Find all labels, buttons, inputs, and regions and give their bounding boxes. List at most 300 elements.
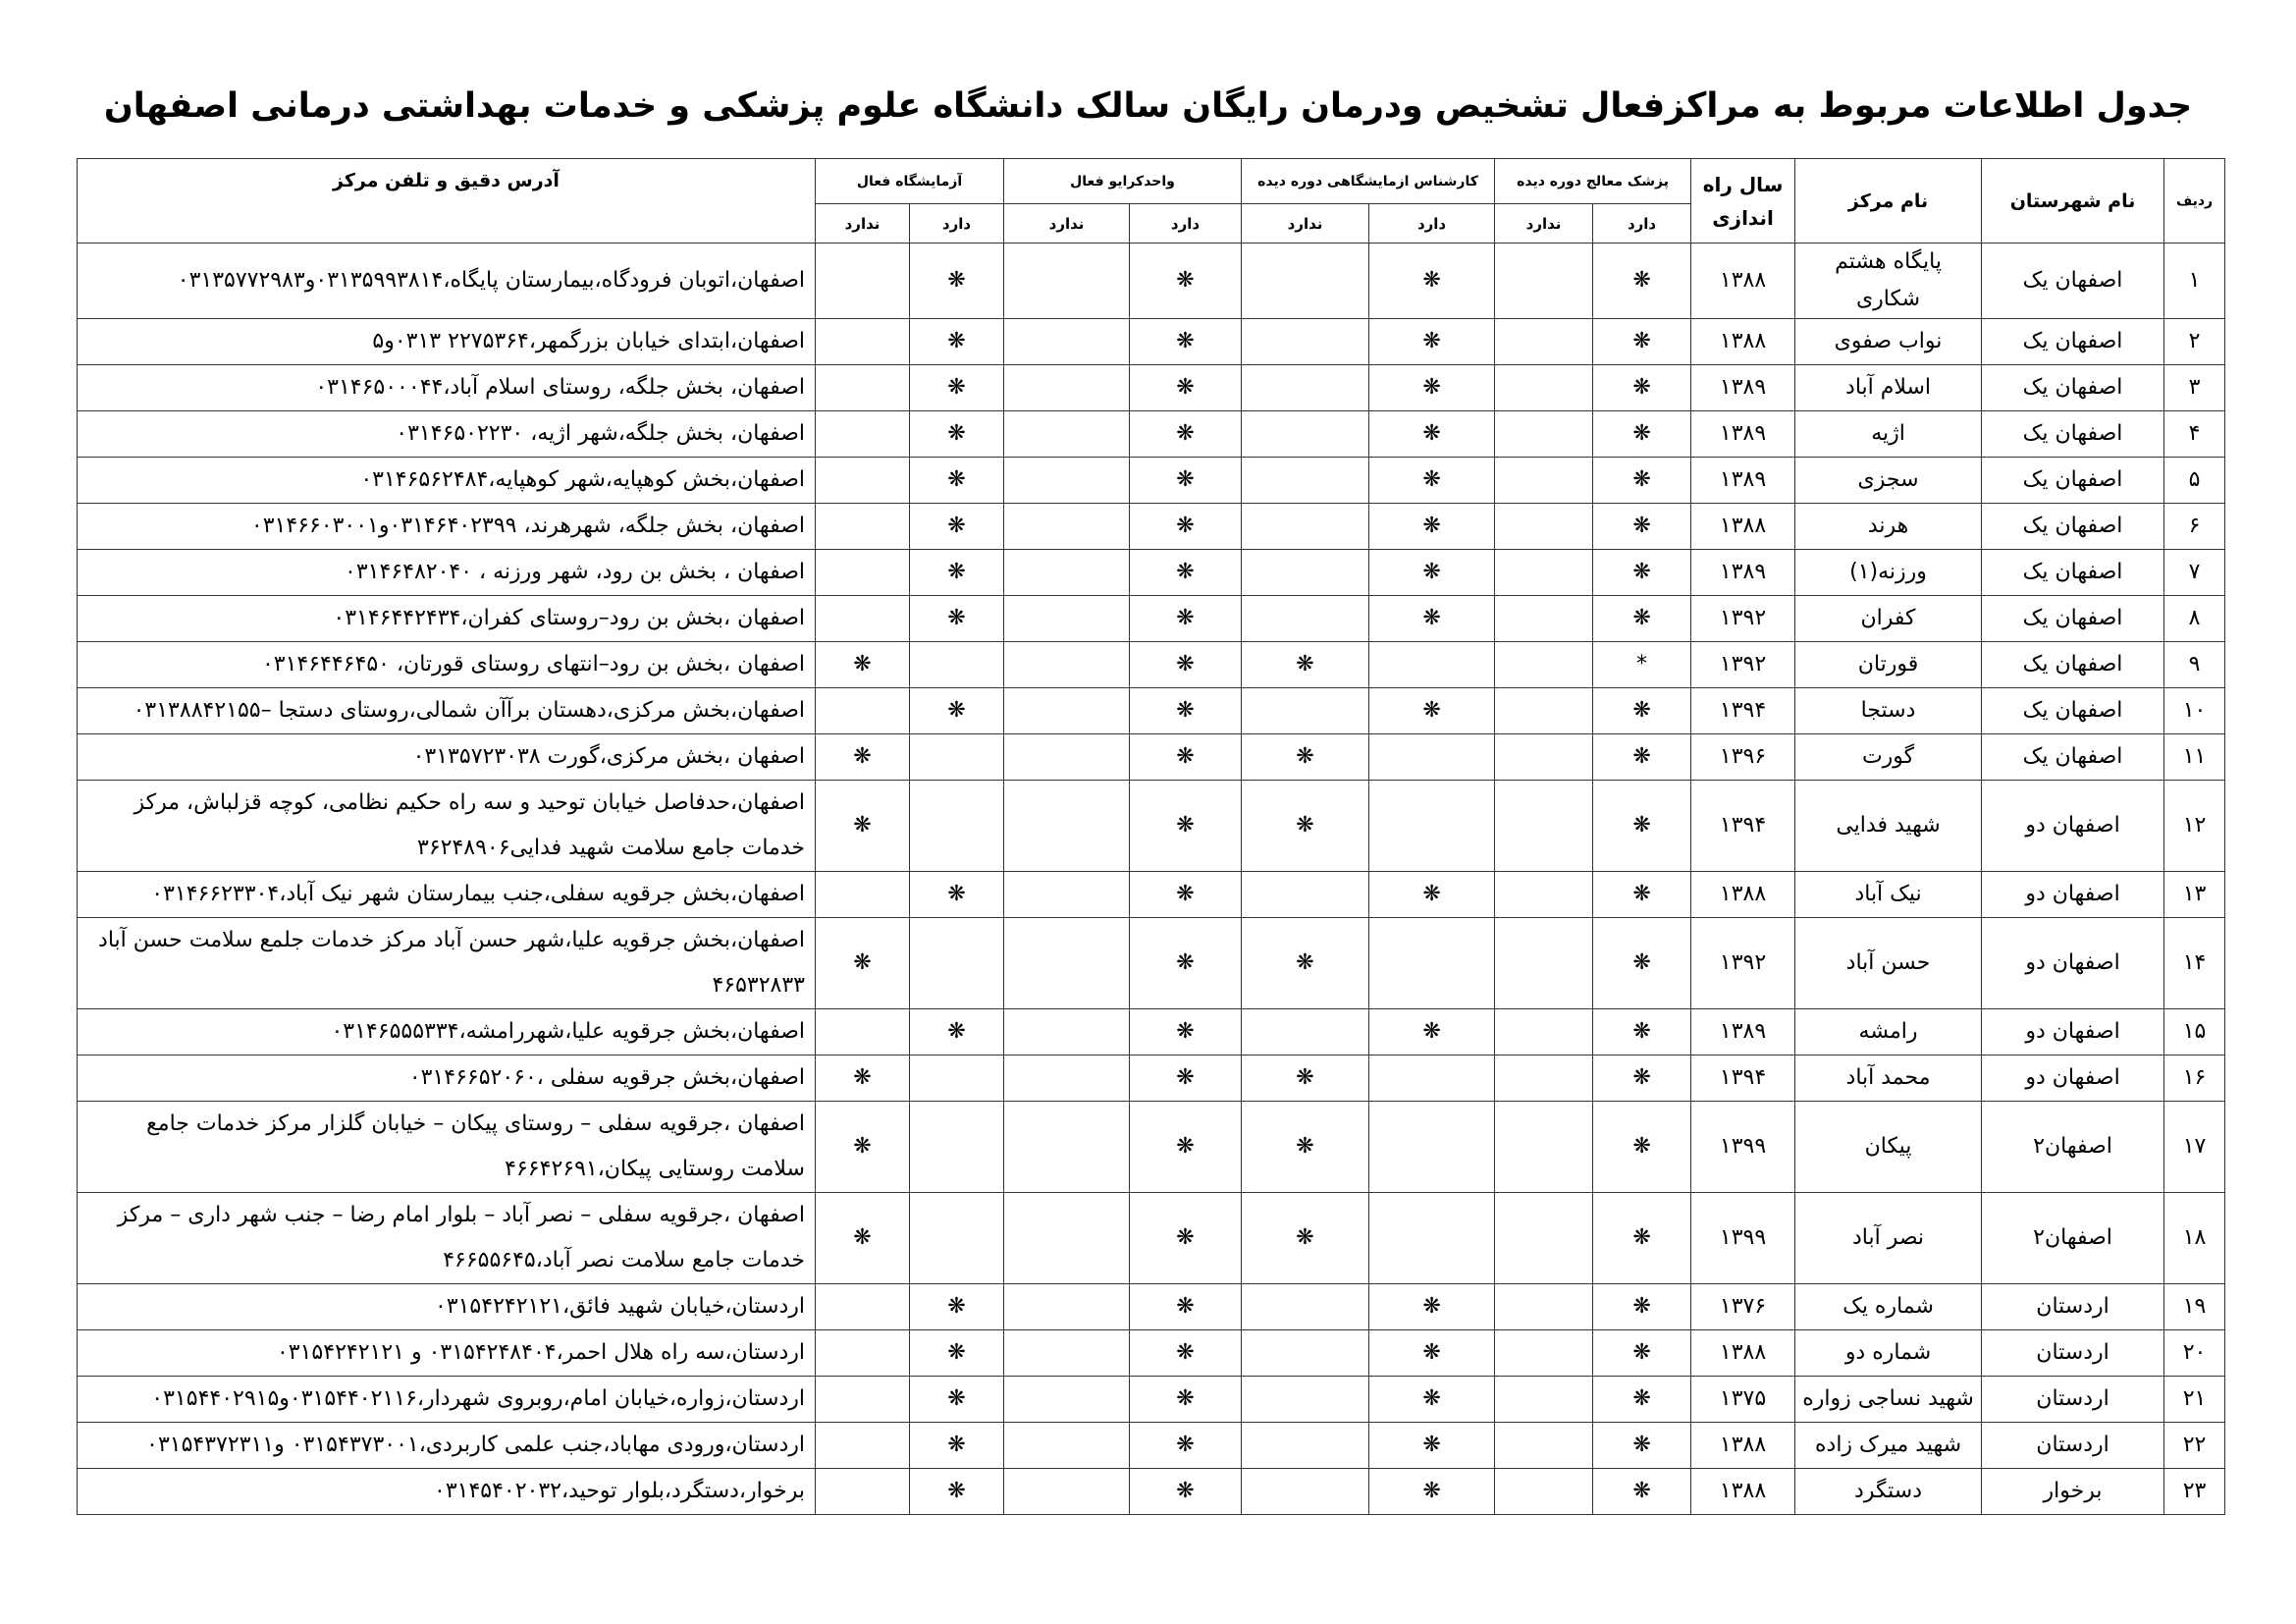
cryo-hasnot-cell: [1004, 319, 1130, 365]
address-cell: اصفهان،حدفاصل خیابان توحید و سه راه حکیم نظامی، کوچه قزلباش، مرکز خدمات جامع سلامت شهید فدایی۳۶۲۴۸۹۰۶: [78, 781, 816, 872]
lab-hasnot-cell: [816, 365, 910, 411]
county-cell: اصفهان۲: [1982, 1102, 2164, 1193]
year-cell: ۱۳۸۹: [1691, 550, 1795, 596]
cryo-has-cell: ❋: [1130, 1056, 1242, 1102]
lab-expert-hasnot-cell: [1242, 458, 1369, 504]
year-cell: ۱۳۸۸: [1691, 244, 1795, 319]
center-name-cell: گورت: [1795, 734, 1982, 781]
county-cell: اصفهان دو: [1982, 1009, 2164, 1056]
row-number-cell: ۴: [2164, 411, 2225, 458]
county-cell: اصفهان یک: [1982, 365, 2164, 411]
center-name-cell: شماره یک: [1795, 1284, 1982, 1330]
address-cell: اصفهان ،بخش بن رود–روستای کفران،۰۳۱۴۶۴۴۲۴۳۴: [78, 596, 816, 642]
lab-expert-hasnot-cell: ❋: [1242, 642, 1369, 688]
lab-expert-has-cell: [1369, 1102, 1495, 1193]
lab-has-cell: ❋: [910, 365, 1004, 411]
cryo-hasnot-cell: [1004, 1193, 1130, 1284]
center-name-cell: دستگرد: [1795, 1469, 1982, 1515]
doctor-hasnot-cell: [1495, 550, 1593, 596]
doctor-has-cell: ❋: [1593, 504, 1691, 550]
year-cell: ۱۳۸۹: [1691, 411, 1795, 458]
row-number-cell: ۲۱: [2164, 1377, 2225, 1423]
year-cell: ۱۳۷۶: [1691, 1284, 1795, 1330]
table-row: [78, 1377, 2225, 1423]
table-row: [78, 1056, 2225, 1102]
center-name-cell: شهید میرک زاده: [1795, 1423, 1982, 1469]
header-has: دارد: [1593, 204, 1691, 244]
lab-expert-hasnot-cell: [1242, 365, 1369, 411]
cryo-hasnot-cell: [1004, 872, 1130, 918]
year-cell: ۱۳۹۹: [1691, 1102, 1795, 1193]
center-name-cell: شهید نساجی زواره: [1795, 1377, 1982, 1423]
table-row: [78, 411, 2225, 458]
lab-expert-has-cell: [1369, 1056, 1495, 1102]
year-cell: ۱۳۹۲: [1691, 918, 1795, 1009]
table-row: [78, 1009, 2225, 1056]
table-row: [78, 504, 2225, 550]
lab-has-cell: [910, 1056, 1004, 1102]
table-row: [78, 781, 2225, 872]
lab-hasnot-cell: ❋: [816, 1056, 910, 1102]
address-cell: اصفهان ،بخش بن رود–انتهای روستای قورتان، ۰۳۱۴۶۴۴۶۴۵۰: [78, 642, 816, 688]
lab-expert-has-cell: [1369, 918, 1495, 1009]
doctor-has-cell: *: [1593, 642, 1691, 688]
cryo-hasnot-cell: [1004, 781, 1130, 872]
cryo-hasnot-cell: [1004, 550, 1130, 596]
center-name-cell: ورزنه(۱): [1795, 550, 1982, 596]
doctor-has-cell: ❋: [1593, 319, 1691, 365]
doctor-has-cell: ❋: [1593, 365, 1691, 411]
lab-has-cell: ❋: [910, 1284, 1004, 1330]
year-cell: ۱۳۸۸: [1691, 319, 1795, 365]
row-number-cell: ۷: [2164, 550, 2225, 596]
lab-expert-has-cell: ❋: [1369, 504, 1495, 550]
doctor-has-cell: ❋: [1593, 458, 1691, 504]
row-number-cell: ۲۳: [2164, 1469, 2225, 1515]
cryo-has-cell: ❋: [1130, 1469, 1242, 1515]
lab-expert-has-cell: [1369, 1193, 1495, 1284]
county-cell: برخوار: [1982, 1469, 2164, 1515]
lab-expert-has-cell: [1369, 781, 1495, 872]
lab-expert-hasnot-cell: ❋: [1242, 1193, 1369, 1284]
lab-expert-has-cell: ❋: [1369, 1284, 1495, 1330]
doctor-hasnot-cell: [1495, 411, 1593, 458]
doctor-has-cell: ❋: [1593, 550, 1691, 596]
cryo-has-cell: ❋: [1130, 1330, 1242, 1377]
cryo-hasnot-cell: [1004, 918, 1130, 1009]
lab-expert-hasnot-cell: ❋: [1242, 781, 1369, 872]
lab-hasnot-cell: ❋: [816, 1193, 910, 1284]
center-name-cell: محمد آباد: [1795, 1056, 1982, 1102]
lab-expert-has-cell: ❋: [1369, 365, 1495, 411]
doctor-has-cell: ❋: [1593, 244, 1691, 319]
lab-expert-has-cell: ❋: [1369, 688, 1495, 734]
lab-hasnot-cell: [816, 1330, 910, 1377]
county-cell: اصفهان یک: [1982, 688, 2164, 734]
row-number-cell: ۱۴: [2164, 918, 2225, 1009]
lab-expert-hasnot-cell: [1242, 550, 1369, 596]
lab-hasnot-cell: ❋: [816, 1102, 910, 1193]
county-cell: اصفهان یک: [1982, 596, 2164, 642]
cryo-has-cell: ❋: [1130, 918, 1242, 1009]
center-name-cell: اسلام آباد: [1795, 365, 1982, 411]
lab-has-cell: ❋: [910, 1009, 1004, 1056]
row-number-cell: ۸: [2164, 596, 2225, 642]
cryo-hasnot-cell: [1004, 734, 1130, 781]
cryo-hasnot-cell: [1004, 504, 1130, 550]
table-row: [78, 1284, 2225, 1330]
doctor-hasnot-cell: [1495, 1102, 1593, 1193]
cryo-hasnot-cell: [1004, 411, 1130, 458]
cryo-has-cell: ❋: [1130, 734, 1242, 781]
doctor-has-cell: ❋: [1593, 596, 1691, 642]
table-row: [78, 1102, 2225, 1193]
lab-hasnot-cell: [816, 1423, 910, 1469]
doctor-hasnot-cell: [1495, 1423, 1593, 1469]
doctor-has-cell: ❋: [1593, 1102, 1691, 1193]
table-row: [78, 1423, 2225, 1469]
header-lab: آزمایشگاه فعال: [816, 159, 1004, 204]
address-cell: اصفهان، بخش جلگه، روستای اسلام آباد،۰۳۱۴۶۵۰۰۰۴۴: [78, 365, 816, 411]
cryo-hasnot-cell: [1004, 1330, 1130, 1377]
lab-hasnot-cell: [816, 504, 910, 550]
lab-has-cell: ❋: [910, 596, 1004, 642]
doctor-hasnot-cell: [1495, 642, 1593, 688]
doctor-hasnot-cell: [1495, 244, 1593, 319]
center-name-cell: رامشه: [1795, 1009, 1982, 1056]
cryo-has-cell: ❋: [1130, 1009, 1242, 1056]
doctor-hasnot-cell: [1495, 688, 1593, 734]
table-row: [78, 596, 2225, 642]
lab-hasnot-cell: ❋: [816, 734, 910, 781]
center-name-cell: نواب صفوی: [1795, 319, 1982, 365]
center-name-cell: پایگاه هشتم شکاری: [1795, 244, 1982, 319]
lab-has-cell: ❋: [910, 1469, 1004, 1515]
table-row: [78, 319, 2225, 365]
cryo-hasnot-cell: [1004, 1009, 1130, 1056]
year-cell: ۱۳۸۸: [1691, 1423, 1795, 1469]
lab-expert-hasnot-cell: [1242, 1284, 1369, 1330]
header-cryo: واحدکرایو فعال: [1004, 159, 1242, 204]
lab-expert-hasnot-cell: [1242, 319, 1369, 365]
center-name-cell: اژیه: [1795, 411, 1982, 458]
doctor-hasnot-cell: [1495, 504, 1593, 550]
cryo-hasnot-cell: [1004, 1056, 1130, 1102]
lab-has-cell: ❋: [910, 504, 1004, 550]
doctor-hasnot-cell: [1495, 781, 1593, 872]
county-cell: اصفهان یک: [1982, 319, 2164, 365]
cryo-has-cell: ❋: [1130, 244, 1242, 319]
lab-has-cell: ❋: [910, 550, 1004, 596]
lab-expert-has-cell: ❋: [1369, 550, 1495, 596]
lab-expert-has-cell: ❋: [1369, 1330, 1495, 1377]
cryo-hasnot-cell: [1004, 1377, 1130, 1423]
row-number-cell: ۱۵: [2164, 1009, 2225, 1056]
lab-expert-has-cell: ❋: [1369, 458, 1495, 504]
cryo-hasnot-cell: [1004, 365, 1130, 411]
address-cell: برخوار،دستگرد،بلوار توحید،۰۳۱۴۵۴۰۲۰۳۲: [78, 1469, 816, 1515]
cryo-has-cell: ❋: [1130, 458, 1242, 504]
cryo-hasnot-cell: [1004, 688, 1130, 734]
cryo-hasnot-cell: [1004, 1423, 1130, 1469]
lab-has-cell: ❋: [910, 244, 1004, 319]
lab-expert-has-cell: ❋: [1369, 596, 1495, 642]
cryo-hasnot-cell: [1004, 458, 1130, 504]
doctor-hasnot-cell: [1495, 1009, 1593, 1056]
table-header: [78, 159, 2225, 244]
lab-has-cell: ❋: [910, 688, 1004, 734]
row-number-cell: ۲: [2164, 319, 2225, 365]
lab-expert-hasnot-cell: ❋: [1242, 918, 1369, 1009]
table-row: [78, 1469, 2225, 1515]
lab-expert-has-cell: ❋: [1369, 1009, 1495, 1056]
doctor-hasnot-cell: [1495, 1056, 1593, 1102]
doctor-hasnot-cell: [1495, 1193, 1593, 1284]
county-cell: اصفهان۲: [1982, 1193, 2164, 1284]
address-cell: اصفهان،بخش مرکزی،دهستان برآآن شمالی،روستای دستجا –۰۳۱۳۸۸۴۲۱۵۵: [78, 688, 816, 734]
county-cell: اصفهان یک: [1982, 458, 2164, 504]
center-name-cell: سجزی: [1795, 458, 1982, 504]
lab-expert-has-cell: ❋: [1369, 1469, 1495, 1515]
doctor-has-cell: ❋: [1593, 1009, 1691, 1056]
center-name-cell: حسن آباد: [1795, 918, 1982, 1009]
doctor-has-cell: ❋: [1593, 1377, 1691, 1423]
county-cell: اصفهان دو: [1982, 872, 2164, 918]
cryo-has-cell: ❋: [1130, 1377, 1242, 1423]
header-center: نام مرکز: [1795, 159, 1982, 244]
header-hasnot: ندارد: [1004, 204, 1130, 244]
lab-hasnot-cell: [816, 596, 910, 642]
doctor-has-cell: ❋: [1593, 1056, 1691, 1102]
header-address: آدرس دقیق و تلفن مرکز: [78, 159, 816, 244]
lab-has-cell: ❋: [910, 411, 1004, 458]
doctor-hasnot-cell: [1495, 1284, 1593, 1330]
cryo-hasnot-cell: [1004, 642, 1130, 688]
lab-has-cell: [910, 1102, 1004, 1193]
address-cell: اصفهان، بخش جلگه، شهرهرند، ۰۳۱۴۶۴۰۲۳۹۹و۰۳۱۴۶۶۰۳۰۰۱: [78, 504, 816, 550]
table-body: [78, 244, 2225, 1515]
table-row: [78, 642, 2225, 688]
lab-expert-hasnot-cell: [1242, 596, 1369, 642]
county-cell: اردستان: [1982, 1330, 2164, 1377]
center-name-cell: قورتان: [1795, 642, 1982, 688]
doctor-hasnot-cell: [1495, 1377, 1593, 1423]
year-cell: ۱۳۹۴: [1691, 1056, 1795, 1102]
lab-expert-hasnot-cell: [1242, 1469, 1369, 1515]
year-cell: ۱۳۷۵: [1691, 1377, 1795, 1423]
lab-expert-hasnot-cell: [1242, 688, 1369, 734]
row-number-cell: ۱: [2164, 244, 2225, 319]
table-row: [78, 872, 2225, 918]
cryo-has-cell: ❋: [1130, 411, 1242, 458]
header-has: دارد: [1369, 204, 1495, 244]
lab-has-cell: [910, 734, 1004, 781]
lab-hasnot-cell: [816, 244, 910, 319]
lab-hasnot-cell: [816, 458, 910, 504]
cryo-hasnot-cell: [1004, 1284, 1130, 1330]
year-cell: ۱۳۸۹: [1691, 458, 1795, 504]
lab-expert-has-cell: ❋: [1369, 872, 1495, 918]
address-cell: اردستان،خیابان شهید فائق،۰۳۱۵۴۲۴۲۱۲۱: [78, 1284, 816, 1330]
address-cell: اصفهان ،جرقویه سفلی – روستای پیکان – خیابان گلزار مرکز خدمات جامع سلامت روستایی پیکان،۴۶۶۴۲۶۹۱: [78, 1102, 816, 1193]
lab-hasnot-cell: [816, 688, 910, 734]
doctor-has-cell: ❋: [1593, 1193, 1691, 1284]
table-row: [78, 918, 2225, 1009]
lab-expert-hasnot-cell: [1242, 1377, 1369, 1423]
doctor-has-cell: ❋: [1593, 411, 1691, 458]
row-number-cell: ۹: [2164, 642, 2225, 688]
address-cell: اصفهان ، بخش بن رود، شهر ورزنه ، ۰۳۱۴۶۴۸۲۰۴۰: [78, 550, 816, 596]
cryo-has-cell: ❋: [1130, 319, 1242, 365]
doctor-hasnot-cell: [1495, 319, 1593, 365]
county-cell: اصفهان یک: [1982, 642, 2164, 688]
row-number-cell: ۱۰: [2164, 688, 2225, 734]
doctor-has-cell: ❋: [1593, 1284, 1691, 1330]
lab-expert-has-cell: ❋: [1369, 319, 1495, 365]
header-row-number: ردیف: [2164, 159, 2225, 244]
address-cell: اصفهان،اتوبان فرودگاه،بیمارستان پایگاه،۰۳۱۳۵۹۹۳۸۱۴و۰۳۱۳۵۷۷۲۹۸۳: [78, 244, 816, 319]
doctor-hasnot-cell: [1495, 918, 1593, 1009]
lab-hasnot-cell: [816, 319, 910, 365]
year-cell: ۱۳۸۸: [1691, 872, 1795, 918]
cryo-has-cell: ❋: [1130, 642, 1242, 688]
year-cell: ۱۳۸۸: [1691, 1469, 1795, 1515]
page-title: جدول اطلاعات مربوط به مراکزفعال تشخیص ودرمان رایگان سالک دانشگاه علوم پزشکی و خدمات بهداشتی درمانی اصفهان: [103, 86, 2193, 126]
row-number-cell: ۲۲: [2164, 1423, 2225, 1469]
county-cell: اردستان: [1982, 1284, 2164, 1330]
doctor-hasnot-cell: [1495, 734, 1593, 781]
header-has: دارد: [1130, 204, 1242, 244]
table-row: [78, 688, 2225, 734]
lab-expert-hasnot-cell: [1242, 1009, 1369, 1056]
cryo-has-cell: ❋: [1130, 1102, 1242, 1193]
address-cell: اصفهان، بخش جلگه،شهر اژیه، ۰۳۱۴۶۵۰۲۲۳۰: [78, 411, 816, 458]
year-cell: ۱۳۸۹: [1691, 1009, 1795, 1056]
county-cell: اصفهان یک: [1982, 244, 2164, 319]
lab-expert-has-cell: ❋: [1369, 1423, 1495, 1469]
cryo-has-cell: ❋: [1130, 688, 1242, 734]
county-cell: اصفهان یک: [1982, 504, 2164, 550]
row-number-cell: ۱۲: [2164, 781, 2225, 872]
doctor-has-cell: ❋: [1593, 872, 1691, 918]
year-cell: ۱۳۹۲: [1691, 596, 1795, 642]
county-cell: اصفهان دو: [1982, 1056, 2164, 1102]
address-cell: اصفهان،بخش کوهپایه،شهر کوهپایه،۰۳۱۴۶۵۶۲۴۸۴: [78, 458, 816, 504]
lab-expert-has-cell: ❋: [1369, 411, 1495, 458]
cryo-has-cell: ❋: [1130, 1423, 1242, 1469]
header-hasnot: ندارد: [1495, 204, 1593, 244]
doctor-hasnot-cell: [1495, 458, 1593, 504]
doctor-hasnot-cell: [1495, 1330, 1593, 1377]
lab-hasnot-cell: ❋: [816, 781, 910, 872]
cryo-hasnot-cell: [1004, 1469, 1130, 1515]
lab-hasnot-cell: [816, 1009, 910, 1056]
address-cell: اصفهان،بخش جرقویه علیا،شهر حسن آباد مرکز خدمات جلمع سلامت حسن آباد ۴۶۵۳۲۸۳۳: [78, 918, 816, 1009]
county-cell: اصفهان یک: [1982, 550, 2164, 596]
lab-has-cell: [910, 1193, 1004, 1284]
table-row: [78, 365, 2225, 411]
lab-expert-has-cell: [1369, 642, 1495, 688]
lab-expert-has-cell: ❋: [1369, 244, 1495, 319]
center-name-cell: شماره دو: [1795, 1330, 1982, 1377]
row-number-cell: ۱۳: [2164, 872, 2225, 918]
lab-hasnot-cell: [816, 1377, 910, 1423]
center-name-cell: دستجا: [1795, 688, 1982, 734]
year-cell: ۱۳۹۹: [1691, 1193, 1795, 1284]
row-number-cell: ۲۰: [2164, 1330, 2225, 1377]
header-doctor: پزشک معالج دوره دیده: [1495, 159, 1691, 204]
row-number-cell: ۱۱: [2164, 734, 2225, 781]
header-county: نام شهرستان: [1982, 159, 2164, 244]
doctor-hasnot-cell: [1495, 1469, 1593, 1515]
lab-expert-hasnot-cell: ❋: [1242, 1102, 1369, 1193]
row-number-cell: ۵: [2164, 458, 2225, 504]
county-cell: اصفهان دو: [1982, 781, 2164, 872]
lab-hasnot-cell: [816, 1284, 910, 1330]
address-cell: اردستان،زواره،خیابان امام،روبروی شهردار،۰۳۱۵۴۴۰۲۱۱۶و۰۳۱۵۴۴۰۲۹۱۵: [78, 1377, 816, 1423]
lab-has-cell: ❋: [910, 458, 1004, 504]
year-cell: ۱۳۸۸: [1691, 1330, 1795, 1377]
doctor-has-cell: ❋: [1593, 688, 1691, 734]
header-year: سال راه اندازی: [1691, 159, 1795, 244]
address-cell: اردستان،ورودی مهاباد،جنب علمی کاربردی،۰۳۱۵۴۳۷۳۰۰۱ و۰۳۱۵۴۳۷۲۳۱۱: [78, 1423, 816, 1469]
center-name-cell: شهید فدایی: [1795, 781, 1982, 872]
center-name-cell: نصر آباد: [1795, 1193, 1982, 1284]
county-cell: اصفهان یک: [1982, 734, 2164, 781]
table-row: [78, 550, 2225, 596]
row-number-cell: ۱۸: [2164, 1193, 2225, 1284]
lab-has-cell: ❋: [910, 1330, 1004, 1377]
lab-hasnot-cell: [816, 411, 910, 458]
header-hasnot: ندارد: [816, 204, 910, 244]
year-cell: ۱۳۸۸: [1691, 504, 1795, 550]
lab-has-cell: [910, 918, 1004, 1009]
cryo-has-cell: ❋: [1130, 1284, 1242, 1330]
lab-hasnot-cell: ❋: [816, 642, 910, 688]
lab-expert-hasnot-cell: ❋: [1242, 734, 1369, 781]
cryo-hasnot-cell: [1004, 1102, 1130, 1193]
lab-has-cell: ❋: [910, 872, 1004, 918]
cryo-has-cell: ❋: [1130, 1193, 1242, 1284]
doctor-has-cell: ❋: [1593, 781, 1691, 872]
address-cell: اصفهان ،جرقویه سفلی – نصر آباد – بلوار امام رضا – جنب شهر داری – مرکز خدمات جامع سلامت نصر آباد،۴۶۶۵۵۶۴۵: [78, 1193, 816, 1284]
year-cell: ۱۳۹۴: [1691, 688, 1795, 734]
lab-expert-hasnot-cell: [1242, 872, 1369, 918]
lab-has-cell: ❋: [910, 319, 1004, 365]
doctor-has-cell: ❋: [1593, 1330, 1691, 1377]
row-number-cell: ۶: [2164, 504, 2225, 550]
lab-expert-has-cell: ❋: [1369, 1377, 1495, 1423]
lab-hasnot-cell: ❋: [816, 918, 910, 1009]
center-name-cell: کفران: [1795, 596, 1982, 642]
cryo-has-cell: ❋: [1130, 596, 1242, 642]
address-cell: اردستان،سه راه هلال احمر،۰۳۱۵۴۲۴۸۴۰۴ و ۰۳۱۵۴۲۴۲۱۲۱: [78, 1330, 816, 1377]
county-cell: اصفهان دو: [1982, 918, 2164, 1009]
year-cell: ۱۳۹۶: [1691, 734, 1795, 781]
table-row: [78, 1330, 2225, 1377]
cryo-has-cell: ❋: [1130, 550, 1242, 596]
header-hasnot: ندارد: [1242, 204, 1369, 244]
address-cell: اصفهان،بخش جرقویه سفلی،جنب بیمارستان شهر نیک آباد،۰۳۱۴۶۶۲۳۳۰۴: [78, 872, 816, 918]
lab-expert-hasnot-cell: [1242, 244, 1369, 319]
center-name-cell: نیک آباد: [1795, 872, 1982, 918]
cryo-has-cell: ❋: [1130, 504, 1242, 550]
header-has: دارد: [910, 204, 1004, 244]
lab-expert-has-cell: [1369, 734, 1495, 781]
cryo-hasnot-cell: [1004, 596, 1130, 642]
cryo-has-cell: ❋: [1130, 781, 1242, 872]
year-cell: ۱۳۹۲: [1691, 642, 1795, 688]
